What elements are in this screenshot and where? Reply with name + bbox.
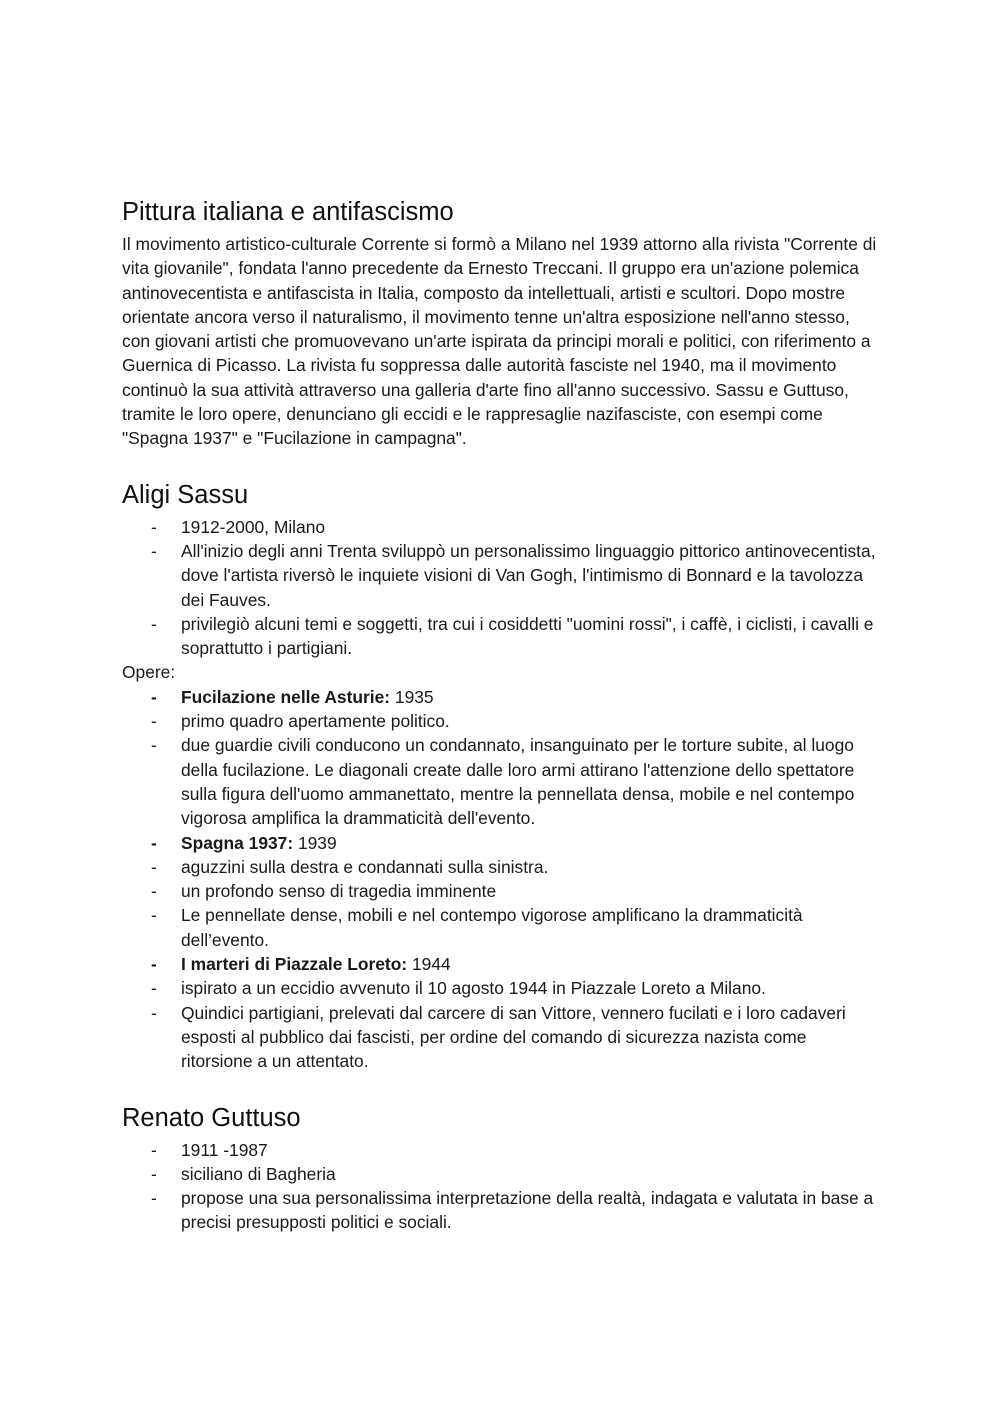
list-item: - siciliano di Bagheria bbox=[122, 1162, 882, 1186]
work-title: Fucilazione nelle Asturie: bbox=[181, 686, 391, 707]
works-label: Opere: bbox=[122, 662, 176, 683]
work-year: 1944 bbox=[407, 954, 451, 975]
work-item bbox=[122, 952, 882, 976]
list-item: - due guardie civili conducono un condannato, insanguinato per le torture subite, al luogo della fucilazione. Le diagonali create dalle loro armi attirano l'attenzione dello spettatore sulla figura dell'uomo ammanettato, mentre la pennellata densa, mobile e nel contempo vigorosa amplifica la drammaticità dell'evento. bbox=[122, 733, 882, 830]
sassu-bio-list bbox=[122, 515, 882, 661]
work-title: I marteri di Piazzale Loreto: bbox=[181, 954, 408, 975]
work-year: 1935 bbox=[390, 686, 434, 707]
list-item: - primo quadro apertamente politico. bbox=[122, 709, 882, 733]
work-year: 1939 bbox=[293, 832, 337, 853]
list-item: - un profondo senso di tragedia imminente bbox=[122, 879, 882, 903]
list-item: - All'inizio degli anni Trenta sviluppò un personalissimo linguaggio pittorico antinovecentista, dove l'artista riversò le inquiete visioni di Van Gogh, l'intimismo di Bonnard e la tavolozza dei Fauves. bbox=[122, 539, 882, 612]
list-item: - propose una sua personalissima interpretazione della realtà, indagata e valutata in base a precisi presupposti politici e sociali. bbox=[122, 1186, 882, 1235]
list-item: - 1912-2000, Milano bbox=[122, 515, 882, 539]
section-title-sassu: Aligi Sassu bbox=[122, 480, 249, 509]
work-item bbox=[122, 685, 882, 709]
section-title-intro: Pittura italiana e antifascismo bbox=[122, 198, 454, 226]
document-page bbox=[122, 196, 882, 1235]
list-item: - Le pennellate dense, mobili e nel contempo vigorose amplificano la drammaticità dell’evento. bbox=[122, 903, 882, 952]
list-item: - 1911 -1987 bbox=[122, 1138, 882, 1162]
guttuso-bio-list bbox=[122, 1138, 882, 1235]
sassu-works-list bbox=[122, 685, 882, 1074]
section-title-guttuso: Renato Guttuso bbox=[122, 1103, 301, 1132]
list-item: - privilegiò alcuni temi e soggetti, tra cui i cosiddetti "uomini rossi", i caffè, i ciclisti, i cavalli e soprattutto i partigiani. bbox=[122, 612, 882, 661]
work-item bbox=[122, 831, 882, 855]
list-item: - aguzzini sulla destra e condannati sulla sinistra. bbox=[122, 855, 882, 879]
intro-paragraph: Il movimento artistico-culturale Corrente si formò a Milano nel 1939 attorno alla rivista "Corrente di vita giovanile", fondata l'anno precedente da Ernesto Treccani. Il gruppo era un'azione polemica antinovecentista e antifascista in Italia, composto da intellettuali, artisti e scultori. Dopo mostre orientate ancora verso il naturalismo, il movimento tenne un'altra esposizione nell'anno stesso, con giovani artisti che promuovevano un'arte ispirata da principi morali e politici, con riferimento a Guernica di Picasso. La rivista fu soppressa dalle autorità fasciste nel 1940, ma il movimento continuò la sua attività attraverso una galleria d'arte fino all'anno successivo. Sassu e Guttuso, tramite le loro opere, denunciano gli eccidi e le rappresaglie nazifasciste, con esempi come "Spagna 1937" e "Fucilazione in campagna". bbox=[122, 234, 877, 449]
list-item: - Quindici partigiani, prelevati dal carcere di san Vittore, vennero fucilati e i loro cadaveri esposti al pubblico dai fascisti, per ordine del comando di sicurezza nazista come ritorsione a un attentato. bbox=[122, 1001, 882, 1074]
list-item: - ispirato a un eccidio avvenuto il 10 agosto 1944 in Piazzale Loreto a Milano. bbox=[122, 976, 882, 1000]
work-title: Spagna 1937: bbox=[181, 832, 294, 853]
